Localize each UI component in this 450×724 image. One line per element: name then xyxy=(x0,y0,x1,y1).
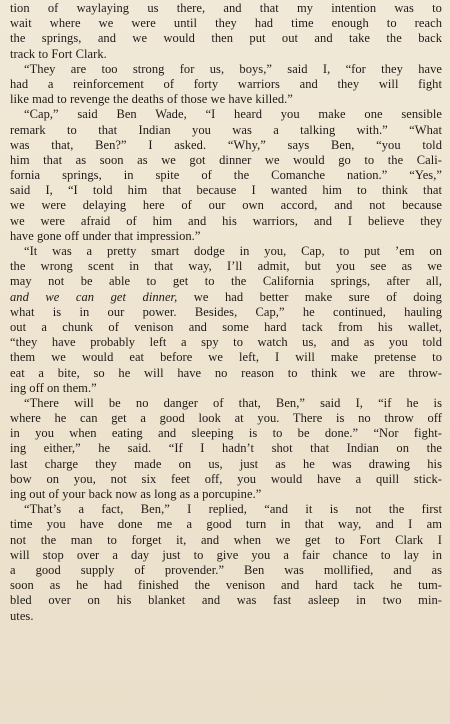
text-line: tion of waylaying us there, and that my intention was to xyxy=(10,1,442,15)
text-line: may not be able to get to the California springs, after all, xyxy=(10,274,442,289)
text-line: him that as soon as we got dinner we would go to the Cali- xyxy=(10,152,442,167)
text-line: soon as he had finished the venison and hard tack he tum- xyxy=(10,578,442,593)
text-line: have gone off under that impression.” xyxy=(10,228,201,243)
text-line: “Cap,” said Ben Wade, “I heard you make one sensible xyxy=(24,107,442,122)
text-line: “There will be no danger of that, Ben,” said I, “if he is xyxy=(24,395,442,410)
text-line: bled over on his blanket and was fast asleep in two min- xyxy=(10,593,442,608)
text-line: eat a bite, so he will have no reason to think we are throw- xyxy=(10,365,442,380)
text-line: like mad to revenge the deaths of those we have killed.” xyxy=(10,92,293,107)
text-line: fornia springs, in spite of the Comanche nation.” “Yes,” xyxy=(10,168,442,183)
text-line: them we would eat before we left, I will make pretense to xyxy=(10,350,442,365)
text-line: ing either,” he said. “If I hadn’t shot that Indian on the xyxy=(10,441,442,456)
emphasized-text: and we can get dinner, xyxy=(10,289,178,304)
text-line: what is in our power. Besides, Cap,” he continued, hauling xyxy=(10,304,442,319)
text-line: we were delaying here of our own accord, and not because xyxy=(10,198,442,213)
text-line: the springs, and we would then put out and take the back xyxy=(10,31,442,46)
text-line: the wrong scent in that way, I’ll admit, but you see as we xyxy=(10,259,442,274)
text-line: track to Fort Clark. xyxy=(10,46,107,61)
text-line: “That’s a fact, Ben,” I replied, “and it is not the first xyxy=(24,502,442,517)
text-line: out a chunk of venison and some hard tack from his wallet, xyxy=(10,319,442,334)
text-line: last charge they made on us, just as he was drawing his xyxy=(10,456,442,471)
text-line: remark to that Indian you was a talking with.” “What xyxy=(10,122,442,137)
text-line: time you have done me a good turn in that way, and I am xyxy=(10,517,442,532)
text-line: wait where we were until they had time enough to reach xyxy=(10,16,442,31)
text-line: “they have probably left a spy to watch us, and as you told xyxy=(10,335,442,350)
text-line: not the man to forget it, and when we get to Fort Clark I xyxy=(10,532,442,547)
text-line: a good supply of provender.” Ben was mollified, and as xyxy=(10,562,442,577)
text-line: “They are too strong for us, boys,” said I, “for they have xyxy=(24,61,442,76)
text-line: ing off on them.” xyxy=(10,380,97,395)
text-line: we were afraid of him and his warriors, and I believe they xyxy=(10,213,442,228)
text-line: utes. xyxy=(10,608,34,623)
text-line: “It was a pretty smart dodge in you, Cap, to put ’em on xyxy=(24,244,442,258)
text-line: and we can get dinner, we had better make sure of doing xyxy=(10,289,442,304)
text-line: will stop over a day just to give you a fair chance to lay in xyxy=(10,547,442,562)
text-line: in you when eating and sleeping is to be done.” “Nor fight- xyxy=(10,426,442,441)
text-line: said I, “I told him that because I wanted him to think that xyxy=(10,183,442,198)
text-line: ing out of your back now as long as a porcupine.” xyxy=(10,487,262,501)
page-text xyxy=(10,1,442,624)
text-line: had a reinforcement of forty warriors and they will fight xyxy=(10,76,442,91)
text-line: where he can get a good look at you. There is no throw off xyxy=(10,411,442,426)
text-line: bow on you, not six feet off, you would have a quill stick- xyxy=(10,471,442,486)
text-line: was that, Ben?” I asked. “Why,” says Ben, “you told xyxy=(10,137,442,152)
